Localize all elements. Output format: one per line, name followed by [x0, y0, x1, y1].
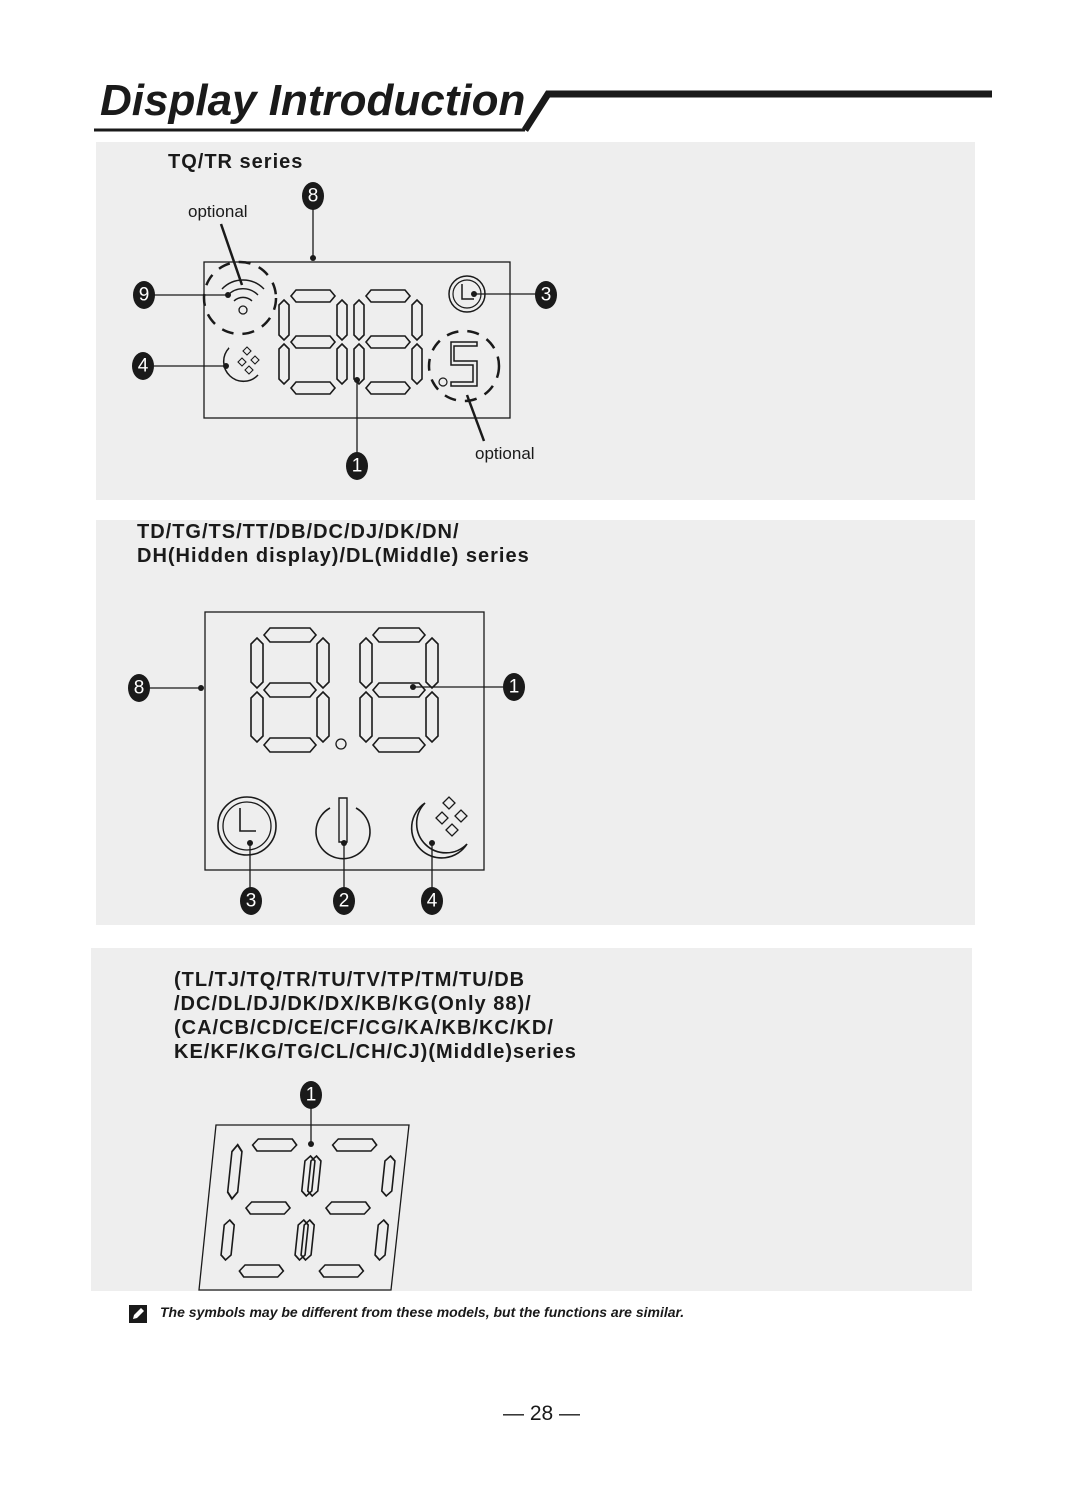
page-title: Display Introduction — [100, 76, 526, 125]
section2-diagram — [128, 612, 525, 915]
callout-1 — [300, 1081, 322, 1109]
clock-icon — [218, 797, 276, 855]
section2-title-line: TD/TG/TS/TT/DB/DC/DJ/DK/DN/ — [137, 521, 460, 543]
svg-text:1: 1 — [351, 455, 363, 477]
callout-8 — [302, 182, 324, 210]
svg-text:3: 3 — [245, 890, 257, 912]
section1-diagram — [132, 182, 557, 480]
svg-text:4: 4 — [426, 890, 438, 912]
power-icon — [316, 798, 370, 859]
callout-1 — [503, 673, 525, 701]
optional-label: optional — [475, 444, 535, 463]
section3-title-line: (CA/CB/CD/CE/CF/CG/KA/KB/KC/KD/ — [174, 1017, 554, 1039]
seven-segment-digit — [279, 290, 347, 394]
svg-text:1: 1 — [508, 676, 520, 698]
small-digit — [451, 342, 477, 386]
svg-text:4: 4 — [137, 355, 149, 377]
callout-3 — [240, 887, 262, 915]
section3-title-line: /DC/DL/DJ/DK/DX/KB/KG(Only 88)/ — [174, 993, 532, 1015]
seven-segment-digit — [360, 628, 438, 752]
svg-text:9: 9 — [138, 284, 150, 306]
svg-text:8: 8 — [133, 677, 145, 699]
footnote: The symbols may be different from these models, but the functions are similar. — [160, 1304, 685, 1320]
svg-text:3: 3 — [540, 284, 552, 306]
seven-segment-digit — [251, 628, 329, 752]
optional-label: optional — [188, 202, 248, 221]
svg-text:2: 2 — [338, 890, 350, 912]
callout-1 — [346, 452, 368, 480]
svg-text:8: 8 — [307, 185, 319, 207]
page-number: — 28 — — [502, 1402, 581, 1425]
sleep-moon-icon — [412, 797, 467, 858]
section3-title-line: KE/KF/KG/TG/CL/CH/CJ)(Middle)series — [174, 1041, 577, 1063]
section3-title-line: (TL/TJ/TQ/TR/TU/TV/TP/TM/TU/DB — [174, 969, 526, 991]
section3-diagram — [199, 1081, 409, 1290]
callout-9 — [133, 281, 155, 309]
svg-text:1: 1 — [305, 1084, 317, 1106]
callout-4 — [421, 887, 443, 915]
callout-3 — [535, 281, 557, 309]
note-pencil-icon — [129, 1305, 147, 1323]
callout-8 — [128, 674, 150, 702]
section2-title-line: DH(Hidden display)/DL(Middle) series — [137, 545, 530, 567]
sleep-moon-icon — [224, 347, 259, 381]
seven-segment-digit — [354, 290, 422, 394]
section1-title-line: TQ/TR series — [168, 151, 304, 173]
callout-2 — [333, 887, 355, 915]
callout-4 — [132, 352, 154, 380]
